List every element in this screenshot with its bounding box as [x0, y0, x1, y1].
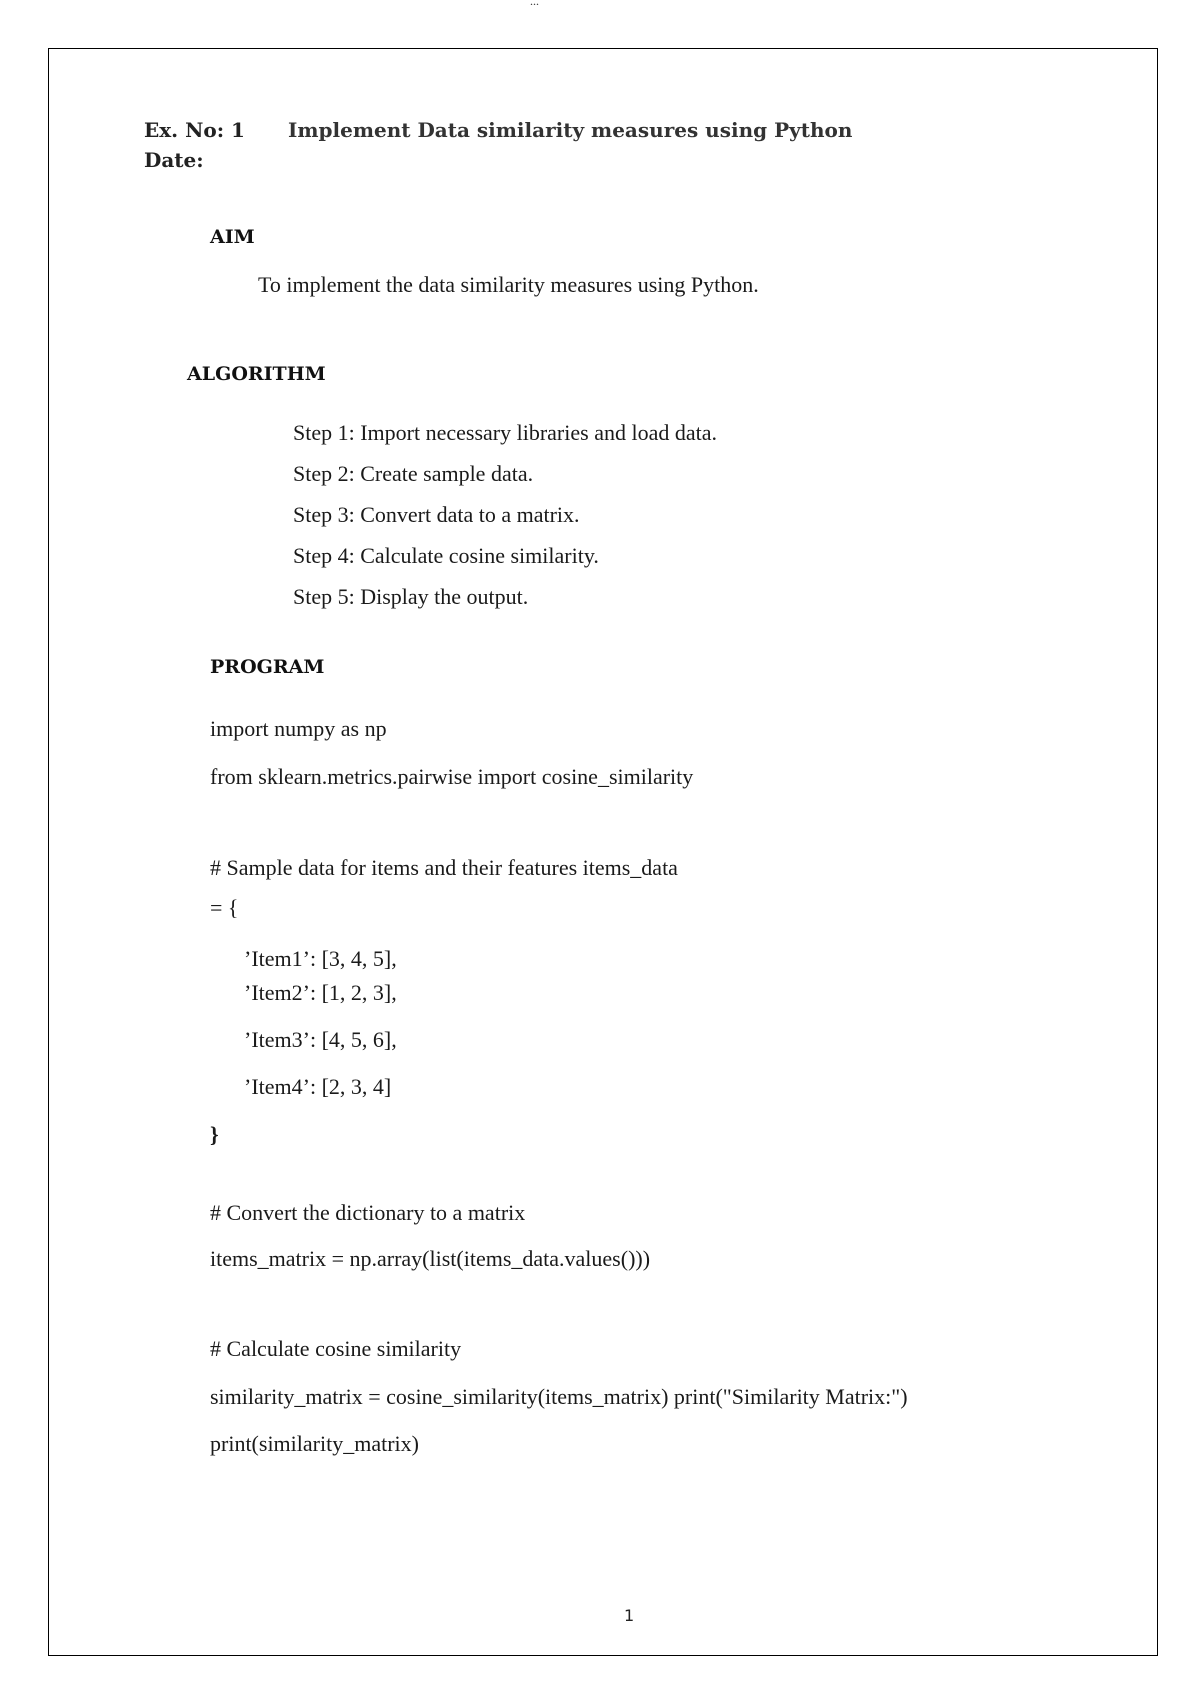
exercise-number: Ex. No: 1	[144, 118, 245, 142]
code-line: print(similarity_matrix)	[210, 1431, 419, 1456]
aim-heading: AIM	[210, 226, 255, 248]
exercise-title: Implement Data similarity measures using Python	[288, 118, 853, 142]
code-line: items_matrix = np.array(list(items_data.values()))	[210, 1246, 651, 1271]
algorithm-step-5: Step 5: Display the output.	[293, 584, 529, 609]
code-comment: # Calculate cosine similarity	[210, 1336, 462, 1361]
code-line: from sklearn.metrics.pairwise import cosine_similarity	[210, 764, 694, 789]
code-line: import numpy as np	[210, 716, 387, 741]
aim-text: To implement the data similarity measures using Python.	[258, 272, 759, 297]
page-number: 1	[624, 1606, 635, 1625]
code-line: ’Item3’: [4, 5, 6],	[244, 1027, 397, 1052]
algorithm-step-4: Step 4: Calculate cosine similarity.	[293, 543, 599, 568]
algorithm-step-1: Step 1: Import necessary libraries and load data.	[293, 420, 717, 445]
date-label: Date:	[144, 148, 204, 172]
code-line: similarity_matrix = cosine_similarity(items_matrix) print("Similarity Matrix:")	[210, 1384, 908, 1409]
code-line: }	[210, 1122, 219, 1147]
algorithm-step-3: Step 3: Convert data to a matrix.	[293, 502, 580, 527]
code-comment: # Sample data for items and their features items_data	[210, 855, 678, 880]
header-mark: ...	[530, 0, 539, 8]
code-line: ’Item2’: [1, 2, 3],	[244, 980, 397, 1005]
algorithm-heading: ALGORITHM	[187, 363, 326, 385]
program-heading: PROGRAM	[210, 656, 325, 678]
code-line: ’Item1’: [3, 4, 5],	[244, 946, 397, 971]
code-line: = {	[210, 895, 239, 920]
algorithm-step-2: Step 2: Create sample data.	[293, 461, 534, 486]
code-comment: # Convert the dictionary to a matrix	[210, 1200, 526, 1225]
code-line: ’Item4’: [2, 3, 4]	[244, 1074, 392, 1099]
